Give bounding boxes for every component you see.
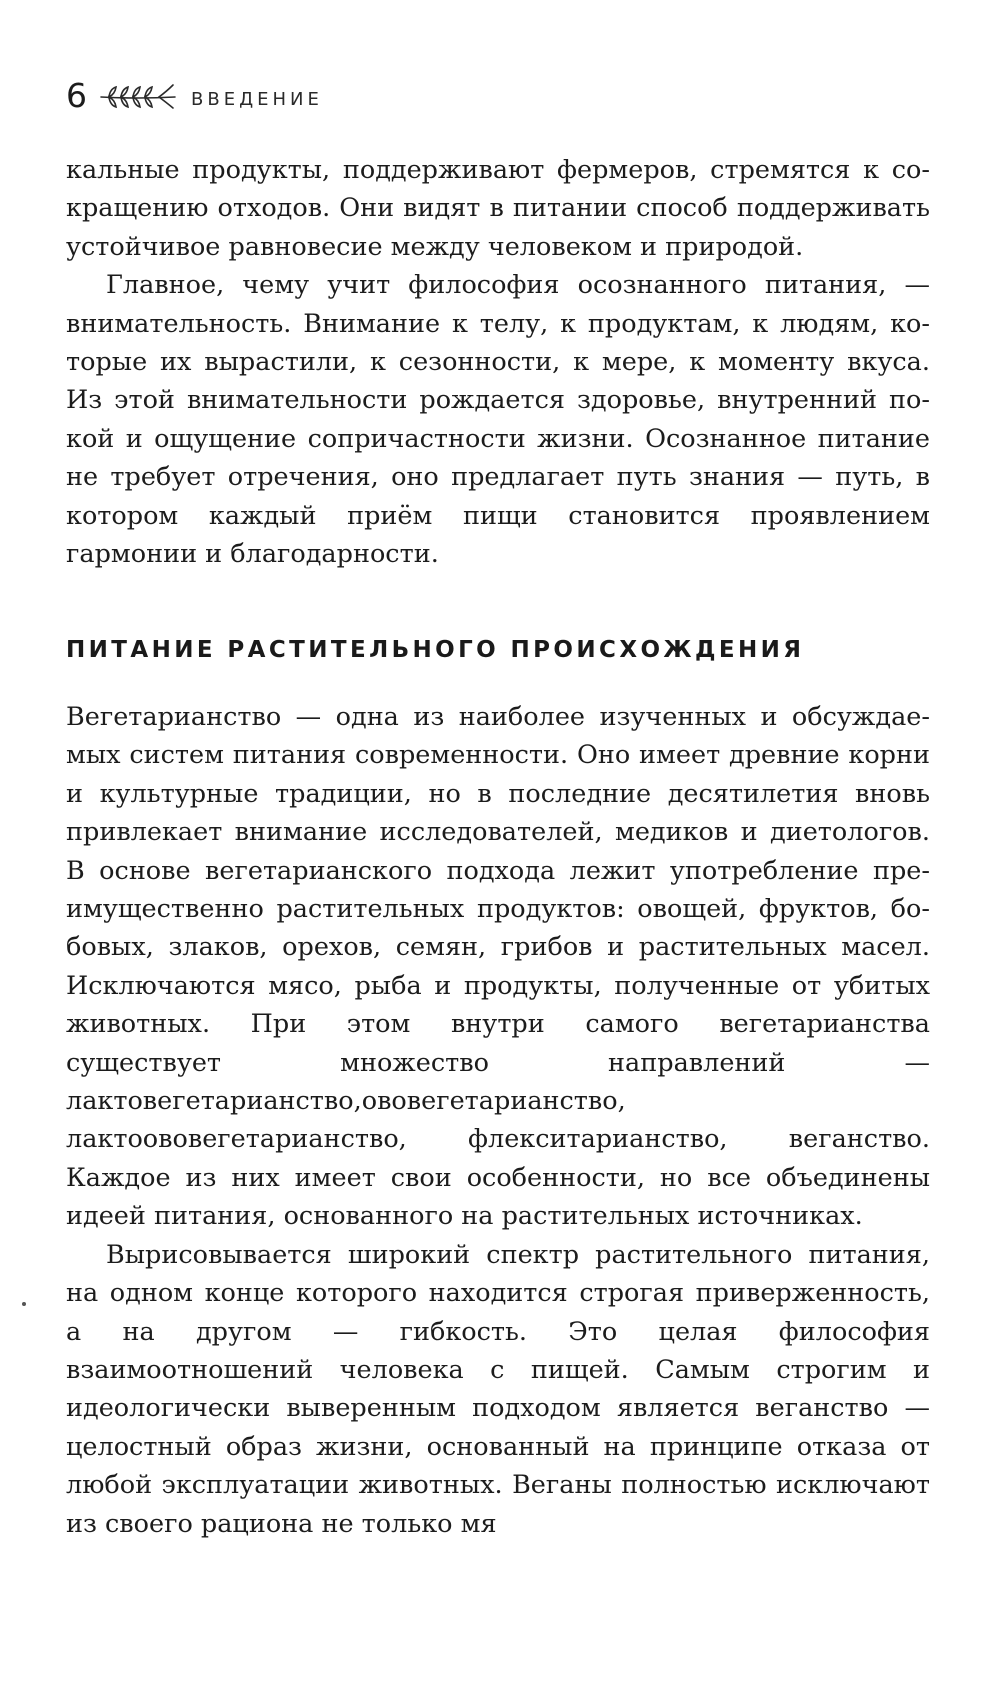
intro-text — [66, 151, 930, 573]
paragraph: кальные продукты, поддерживают фермеров, стремятся к сокращению отходов. Они видят в питании способ поддерживать устойчивое равновесие между человеком и природой. — [66, 155, 930, 262]
running-head — [66, 70, 323, 120]
page-number: 6 — [66, 75, 87, 115]
paragraph: Вегетарианство — одна из наиболее изученных и обсуждаемых систем питания современности. Оно имеет древние корни и культурные традиции, но в последние десятилетия вновь привлекает внимание исследователей, медиков и диетологов. В основе вегетарианского подхода лежит употребление преимущественно растительных продуктов: овощей, фруктов, бобовых, злаков, орехов, семян, грибов и растительных масел. Исключаются мясо, рыба и продукты, полученные от убитых животных. При этом внутри самого вегетарианства существует множество направлений — лактовегетарианство,ововегетарианство, лактоововегетарианство, флекситарианство, веганство. Каждое из них имеет свои особенности, но все объединены идеей питания, основанного на растительных источниках. — [66, 702, 930, 1232]
section-text — [66, 698, 930, 1543]
paragraph: Вырисовывается широкий спектр растительного питания, на одном конце которого находится строгая приверженность, а на другом — гибкость. Это целая философия взаимоотношений человека с пищей. Самым строгим и идеологически выверенным подходом является веганство — целостный образ жизни, основанный на принципе отказа от любой эксплуатации животных. Веганы полностью исключают из своего рациона не только мя — [66, 1239, 930, 1539]
print-speck — [22, 1302, 26, 1306]
section-heading: ПИТАНИЕ РАСТИТЕЛЬНОГО ПРОИСХОЖДЕНИЯ — [66, 637, 805, 663]
paragraph: Главное, чему учит философия осознанного питания, — внимательность. Внимание к телу, к продуктам, к людям, которые их вырастили, к сезонности, к мере, к моменту вкуса. Из этой внимательности рождается здоровье, внутренний покой и ощущение сопричастности жизни. Осознанное питание не требует отречения, оно предлагает путь знания — путь, в котором каждый приём пищи становится проявлением гармонии и благодарности. — [66, 270, 930, 570]
section-name: ВВЕДЕНИЕ — [191, 88, 323, 110]
leaf-sprig-icon — [97, 80, 177, 110]
